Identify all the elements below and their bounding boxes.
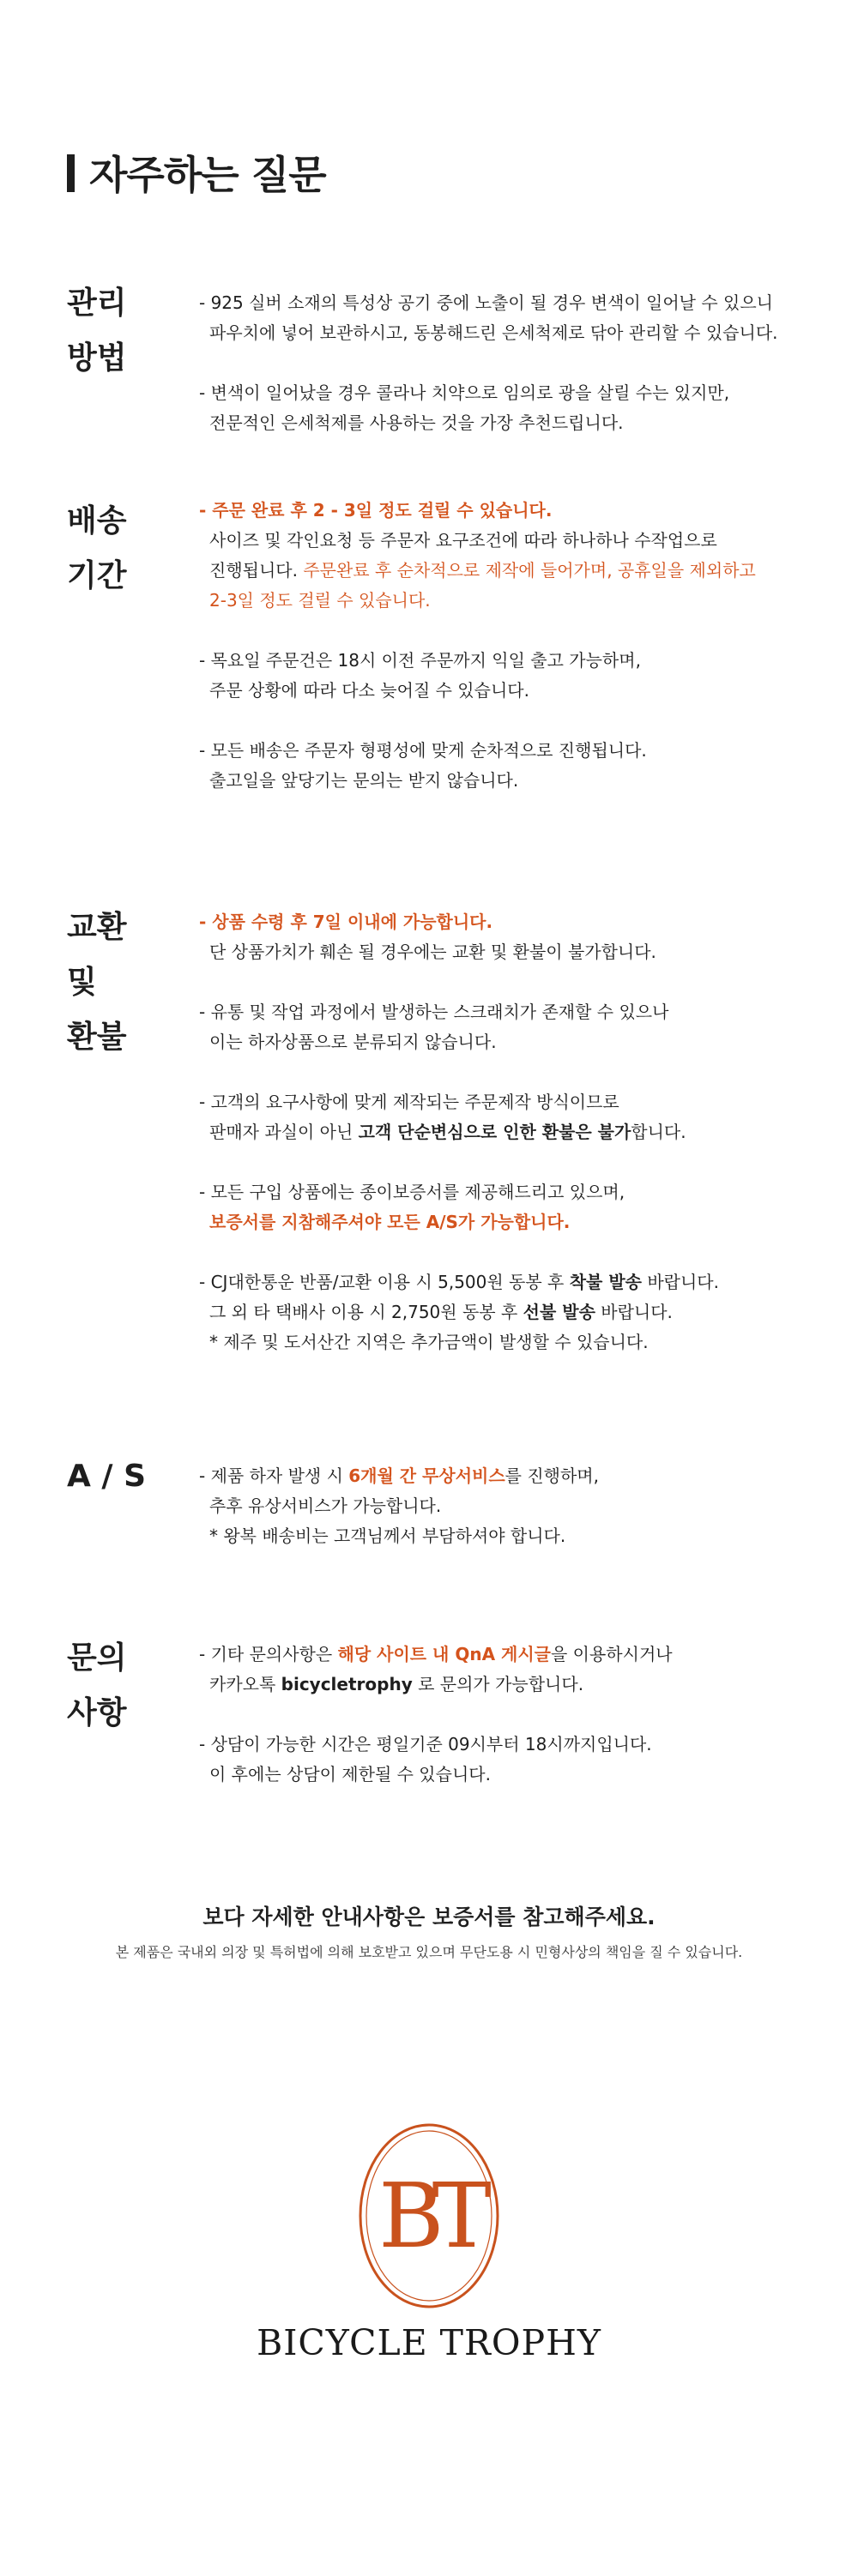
- section-label-inquiry: [67, 1631, 127, 1741]
- faq-text: 진행됩니다.: [209, 560, 304, 581]
- faq-line: [199, 496, 825, 526]
- faq-text: 바랍니다.: [641, 1272, 719, 1292]
- faq-line: [199, 937, 825, 967]
- faq-text: - 925 실버 소재의 특성상 공기 중에 노출이 될 경우 변색이 일어날 수 있으니: [199, 292, 773, 313]
- faq-text: - 목요일 주문건은 18시 이전 주문까지 익일 출고 가능하며,: [199, 650, 641, 671]
- faq-text: 이 후에는 상담이 제한될 수 있습니다.: [209, 1764, 491, 1785]
- faq-line: [199, 736, 825, 766]
- faq-line: [199, 676, 825, 706]
- faq-line: [199, 646, 825, 676]
- faq-line: [199, 1207, 825, 1237]
- faq-text: - 모든 배송은 주문자 형평성에 맞게 순차적으로 진행됩니다.: [199, 740, 647, 761]
- highlight-text: 착불 발송: [569, 1272, 642, 1292]
- section-label-line: 및: [67, 965, 97, 1000]
- bt-monogram-icon: [357, 2122, 501, 2310]
- faq-text: 합니다.: [631, 1122, 686, 1142]
- faq-text: - 유통 및 작업 과정에서 발생하는 스크래치가 존재할 수 있으나: [199, 1002, 669, 1022]
- faq-paragraph: [199, 1640, 825, 1700]
- faq-line: [199, 1730, 825, 1760]
- faq-line: [199, 766, 825, 796]
- faq-text: 전문적인 은세척제를 사용하는 것을 가장 추천드립니다.: [209, 412, 624, 433]
- faq-paragraph: [199, 1087, 825, 1147]
- faq-text: - 기타 문의사항은: [199, 1644, 338, 1664]
- title-accent-bar: [67, 154, 75, 192]
- faq-line: [199, 997, 825, 1027]
- faq-text: 파우치에 넣어 보관하시고, 동봉해드린 은세척제로 닦아 관리할 수 있습니다.: [209, 322, 778, 343]
- section-label-line: 방법: [67, 340, 127, 376]
- section-label-line: 교환: [67, 910, 127, 945]
- bt-monogram-text: BT: [378, 2164, 480, 2268]
- faq-line: [199, 1117, 825, 1147]
- highlight-text: - 상품 수령 후 7일 이내에 가능합니다.: [199, 912, 493, 932]
- warranty-notice: 보다 자세한 안내사항은 보증서를 참고해주세요.: [202, 1905, 656, 1929]
- faq-text: - 변색이 일어났을 경우 콜라나 치약으로 임의로 광을 살릴 수는 있지만,: [199, 382, 730, 403]
- highlight-text: 6개월 간 무상서비스: [348, 1466, 505, 1486]
- faq-paragraph: [199, 646, 825, 706]
- faq-line: [199, 907, 825, 937]
- faq-text: 카카오톡: [209, 1674, 281, 1694]
- faq-line: [199, 318, 825, 348]
- faq-text: - 고객의 요구사항에 맞게 제작되는 주문제작 방식이므로: [199, 1092, 619, 1112]
- faq-line: [199, 378, 825, 408]
- highlight-text: 2-3일 정도 걸릴 수 있습니다.: [209, 590, 431, 611]
- faq-text: 단 상품가치가 훼손 될 경우에는 교환 및 환불이 불가합니다.: [209, 942, 656, 962]
- faq-text: 주문 상황에 따라 다소 늦어질 수 있습니다.: [209, 680, 529, 701]
- section-label-line: 사항: [67, 1695, 127, 1730]
- faq-paragraph: [199, 1177, 825, 1237]
- faq-text: 로 문의가 가능합니다.: [412, 1674, 584, 1694]
- section-body-shipping: [199, 496, 825, 796]
- section-label-line: A / S: [67, 1459, 147, 1494]
- faq-text: - CJ대한통운 반품/교환 이용 시 5,500원 동봉 후: [199, 1272, 570, 1292]
- faq-paragraph: [199, 997, 825, 1057]
- highlight-text: 보증서를 지참해주셔야 모든 A/S가 가능합니다.: [209, 1212, 571, 1232]
- faq-paragraph: [199, 288, 825, 348]
- section-body-as: [199, 1461, 825, 1551]
- faq-text: * 제주 및 도서산간 지역은 추가금액이 발생할 수 있습니다.: [209, 1332, 649, 1352]
- faq-line: [199, 1027, 825, 1057]
- section-label-shipping: [67, 494, 127, 604]
- faq-line: [199, 288, 825, 318]
- highlight-text: - 주문 완료 후 2 - 3일 정도 걸릴 수 있습니다.: [199, 500, 553, 521]
- brand-wordmark: BICYCLE TROPHY: [257, 2322, 601, 2363]
- section-body-inquiry: [199, 1640, 825, 1790]
- faq-line: [199, 1267, 825, 1297]
- page-title: 자주하는 질문: [89, 152, 326, 198]
- faq-paragraph: [199, 1267, 825, 1357]
- faq-line: [199, 526, 825, 556]
- faq-line: [199, 1760, 825, 1790]
- highlight-text: bicycletrophy: [281, 1674, 413, 1694]
- faq-text: 출고일을 앞당기는 문의는 받지 않습니다.: [209, 770, 519, 791]
- faq-line: [199, 408, 825, 438]
- faq-text: 이는 하자상품으로 분류되지 않습니다.: [209, 1032, 497, 1052]
- faq-text: - 모든 구입 상품에는 종이보증서를 제공해드리고 있으며,: [199, 1182, 625, 1202]
- faq-text: 추후 유상서비스가 가능합니다.: [209, 1496, 442, 1516]
- highlight-text: 고객 단순변심으로 인한 환불은 불가: [358, 1122, 631, 1142]
- faq-paragraph: [199, 496, 825, 616]
- section-label-line: 기간: [67, 558, 127, 593]
- faq-text: * 왕복 배송비는 고객님께서 부담하셔야 합니다.: [209, 1526, 566, 1546]
- section-body-care: [199, 288, 825, 438]
- faq-line: [199, 1491, 825, 1521]
- faq-text: 을 이용하시거나: [550, 1644, 673, 1664]
- faq-line: [199, 1521, 825, 1551]
- section-body-exchange-refund: [199, 907, 825, 1357]
- faq-paragraph: [199, 907, 825, 967]
- faq-line: [199, 556, 825, 586]
- highlight-text: 해당 사이트 내 QnA 게시글: [337, 1644, 551, 1664]
- copyright-notice: 본 제품은 국내외 의장 및 특허법에 의해 보호받고 있으며 무단도용 시 민형사상의 책임을 질 수 있습니다.: [115, 1944, 743, 1960]
- faq-text: 그 외 타 택배사 이용 시 2,750원 동봉 후: [209, 1302, 523, 1322]
- faq-text: 를 진행하며,: [505, 1466, 599, 1486]
- section-label-line: 문의: [67, 1640, 127, 1676]
- faq-line: [199, 1087, 825, 1117]
- faq-line: [199, 1670, 825, 1700]
- faq-text: 바랍니다.: [595, 1302, 673, 1322]
- section-label-as: [67, 1449, 146, 1504]
- section-label-line: 관리: [67, 286, 127, 321]
- faq-text: 판매자 과실이 아닌: [209, 1122, 359, 1142]
- faq-paragraph: [199, 1730, 825, 1790]
- section-label-exchange-refund: [67, 900, 127, 1065]
- faq-text: - 상담이 가능한 시간은 평일기준 09시부터 18시까지입니다.: [199, 1734, 652, 1754]
- faq-paragraph: [199, 736, 825, 796]
- section-label-line: 환불: [67, 1020, 127, 1055]
- faq-line: [199, 1327, 825, 1357]
- highlight-text: 선불 발송: [523, 1302, 595, 1322]
- faq-line: [199, 1297, 825, 1327]
- faq-text: 사이즈 및 각인요청 등 주문자 요구조건에 따라 하나하나 수작업으로: [209, 530, 717, 551]
- faq-line: [199, 1177, 825, 1207]
- section-label-care: [67, 276, 127, 386]
- faq-line: [199, 1640, 825, 1670]
- highlight-text: 주문완료 후 순차적으로 제작에 들어가며, 공휴일을 제외하고: [303, 560, 756, 581]
- faq-line: [199, 1461, 825, 1491]
- faq-paragraph: [199, 1461, 825, 1551]
- section-label-line: 배송: [67, 503, 127, 539]
- faq-text: - 제품 하자 발생 시: [199, 1466, 349, 1486]
- faq-line: [199, 586, 825, 616]
- faq-paragraph: [199, 378, 825, 438]
